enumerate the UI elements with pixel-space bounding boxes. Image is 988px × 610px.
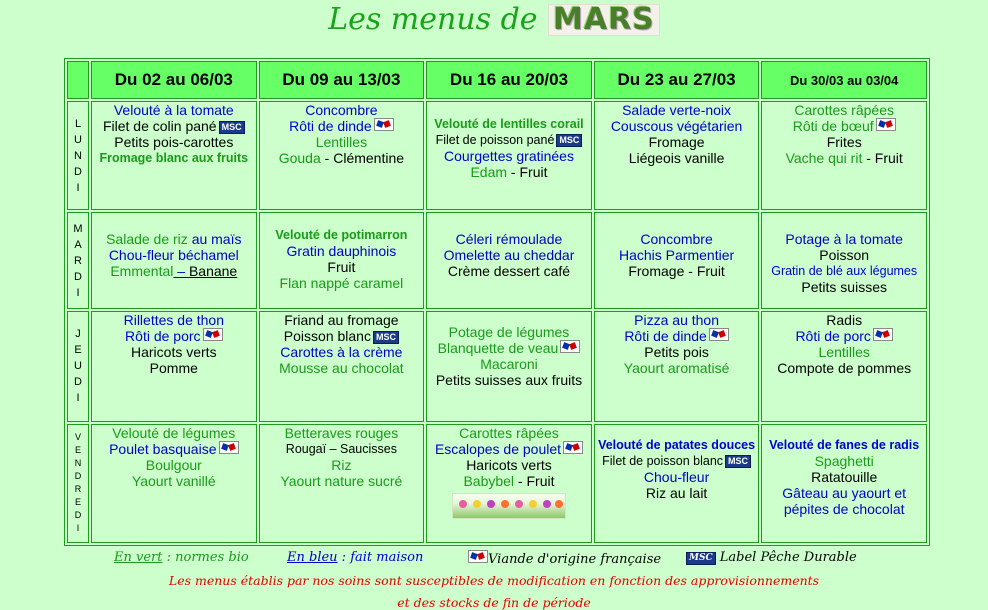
menu-item: Concombre (305, 102, 378, 119)
menu-item: Frites (826, 134, 862, 151)
menu-item: Velouté à la tomate (113, 102, 234, 119)
french-flag-icon (560, 340, 580, 353)
menu-item: Spaghetti (814, 452, 874, 469)
menu-item: Concombre (640, 231, 713, 248)
legend-green-desc: : normes bio (162, 550, 249, 565)
menu-item: Emmental (110, 263, 174, 280)
menu-item: Pizza au thon (634, 312, 719, 329)
menu-item: Chou-fleur (643, 468, 710, 485)
menu-item: Riz (331, 456, 352, 473)
menu-item: Pomme (149, 360, 198, 377)
menu-item: Velouté de fanes de radis (769, 437, 920, 452)
menu-cell (259, 212, 425, 309)
menu-item: au maïs (191, 231, 242, 248)
french-flag-icon (468, 550, 488, 563)
menu-item: Flan nappé caramel (279, 275, 404, 292)
menu-item: Ratatouille (811, 468, 878, 485)
msc-label-icon: MSC (219, 121, 245, 134)
week-header-1: Du 02 au 06/03 (91, 61, 257, 99)
menu-item: Crème dessert café (447, 263, 571, 280)
month-banner-image: MARS (548, 4, 660, 36)
menu-item: Gratin dauphinois (286, 243, 397, 260)
menu-item: Yaourt nature sucré (280, 472, 403, 489)
menu-item: Petits pois (644, 344, 709, 361)
day-label-jeudi: J E U D I (67, 311, 89, 422)
msc-label-icon: MSC (373, 331, 399, 344)
legend-blue-desc: : fait maison (337, 550, 424, 565)
french-flag-icon (219, 441, 239, 454)
menu-item: Fruit (696, 263, 725, 280)
menu-item: Salade de riz (106, 231, 188, 248)
legend (0, 550, 988, 568)
menu-item: Potage de légumes (448, 324, 570, 341)
menu-cell (761, 311, 927, 422)
menu-item: Carottes râpées (459, 424, 559, 441)
menu-item: Poisson (819, 247, 870, 264)
menu-cell: Velouté de lentilles corail Filet de poisson pané MSC Courgettes gratinées Edam - Fruit (426, 101, 592, 210)
menu-item: Fruit (519, 164, 548, 181)
menu-item: Fruit (526, 472, 555, 489)
week-header-3: Du 16 au 20/03 (426, 61, 592, 99)
week-header-4: Du 23 au 27/03 (594, 61, 760, 99)
menu-cell (594, 101, 760, 210)
menu-item: Rôti de porc (795, 328, 871, 345)
day-label-mardi: M A R D I (67, 212, 89, 309)
legend-blue-key: En bleu (287, 550, 338, 565)
note-line-1: Les menus établis par nos soins sont susceptibles de modification en fonction des approvisionnements (168, 573, 820, 588)
menu-item: Gratin de blé aux légumes (771, 264, 918, 279)
menu-item: Gouda (278, 150, 321, 167)
menu-item: Boulgour (145, 456, 202, 473)
menu-item: Rôti de dinde (624, 328, 707, 345)
menu-item: Edam (470, 164, 508, 181)
menu-item: Courgettes gratinées (444, 148, 574, 165)
menu-cell (91, 424, 257, 543)
menu-item: Yaourt aromatisé (623, 360, 730, 377)
page-title (0, 2, 988, 42)
menu-item: Rôti de bœuf (792, 118, 874, 135)
day-label-vendredi: V E N D R E D I (67, 424, 89, 543)
menu-item: Poisson blanc (283, 328, 371, 345)
menu-cell: Concombre Rôti de dinde Lentilles Gouda - Clémentine (259, 101, 425, 210)
menu-item: Betteraves rouges (284, 424, 399, 441)
legend-green-key: En vert (114, 550, 163, 565)
day-label-lundi: L U N D I (67, 101, 89, 210)
menu-item: Velouté de lentilles corail (434, 117, 584, 132)
menu-item: Haricots verts (131, 344, 217, 361)
week-header-5: Du 30/03 au 03/04 (761, 61, 927, 99)
french-flag-icon (709, 328, 729, 341)
menu-item: Rôti de porc (125, 328, 201, 345)
menu-item: Gâteau au yaourt et (782, 484, 907, 501)
menu-item: Clémentine (333, 150, 405, 167)
menu-item: Fromage (648, 134, 705, 151)
menu-cell: Salade de riz au maïs Chou-fleur béchamel Emmental – Banane (91, 212, 257, 309)
menu-cell (761, 212, 927, 309)
menu-item: Hachis Parmentier (619, 247, 735, 264)
note-line-2: et des stocks de fin de période (397, 595, 591, 610)
menu-item: Friand au fromage (284, 312, 399, 329)
menu-item: Radis (826, 312, 863, 329)
day-row-jeudi (67, 311, 927, 422)
menu-item: Omelette au cheddar (443, 247, 575, 264)
menu-table (64, 58, 930, 546)
french-flag-icon (203, 328, 223, 341)
title-text: Les menus de (328, 2, 538, 37)
menu-cell (761, 424, 927, 543)
legend-french-meat (466, 550, 661, 567)
legend-bio (114, 550, 249, 565)
menu-cell (91, 311, 257, 422)
day-row-mardi (67, 212, 927, 309)
menu-item: Petits suisses (801, 279, 887, 296)
menu-item: Poulet basquaise (109, 440, 217, 457)
menu-cell (594, 424, 760, 543)
header-row (67, 61, 927, 99)
menu-item: Chou-fleur béchamel (108, 247, 239, 264)
menu-item: Petits suisses aux fruits (435, 372, 583, 389)
french-flag-icon (873, 328, 893, 341)
msc-label-icon: MSC (556, 134, 582, 147)
menu-item: Vache qui rit (785, 150, 863, 167)
menu-cell: Carottes râpées Escalopes de poulet Haricots verts Babybel - Fruit (426, 424, 592, 543)
menu-item: Blanquette de veau (437, 340, 559, 357)
menu-item: Banane (188, 263, 238, 280)
menu-item: Velouté de patates douces (598, 437, 756, 452)
legend-french-meat-text: Viande d'origine française (488, 552, 662, 567)
menu-cell (426, 212, 592, 309)
menu-item: Fruit (874, 150, 903, 167)
menu-item: Filet de poisson pané (435, 133, 555, 148)
menu-cell (91, 101, 257, 210)
menu-item: Fromage blanc aux fruits (99, 151, 249, 166)
menu-item: Carottes à la crème (280, 344, 403, 361)
menu-cell (259, 311, 425, 422)
menu-item: Fromage (628, 263, 685, 280)
corner-cell (67, 61, 89, 99)
menu-cell (426, 311, 592, 422)
menu-item: Salade verte-noix (622, 102, 732, 119)
menu-item: Rôti de dinde (289, 118, 372, 135)
menu-item: Potage à la tomate (785, 231, 903, 248)
menu-cell (594, 311, 760, 422)
menu-item: Lentilles (818, 344, 870, 361)
menu-item: Velouté de légumes (112, 424, 236, 441)
day-row-vendredi (67, 424, 927, 543)
menu-item: Couscous végétarien (610, 118, 743, 135)
menu-item: Céleri rémoulade (455, 231, 563, 248)
french-flag-icon (374, 118, 394, 131)
menu-item: Lentilles (315, 134, 368, 151)
menu-item: Liégeois vanille (628, 150, 725, 167)
menu-item: Filet de poisson blanc (602, 453, 724, 468)
menu-item: pépites de chocolat (783, 500, 905, 517)
menu-item: Compote de pommes (777, 360, 912, 377)
menu-item: Rillettes de thon (123, 312, 224, 329)
menu-item: Filet de colin pané (102, 118, 217, 135)
menu-item: Velouté de potimarron (275, 228, 408, 243)
menu-item: Yaourt vanillé (131, 472, 216, 489)
menu-item: Fruit (327, 259, 356, 276)
french-flag-icon (563, 441, 583, 454)
menu-cell: Carottes râpées Rôti de bœuf Frites Vache qui rit - Fruit (761, 101, 927, 210)
menu-item: Carottes râpées (794, 102, 894, 119)
menu-item: Macaroni (480, 356, 538, 373)
legend-homemade (287, 550, 423, 565)
menu-item: Babybel (463, 472, 515, 489)
menu-cell (259, 424, 425, 543)
msc-label-icon: MSC (686, 552, 716, 565)
menu-item: Rougaï – Saucisses (285, 441, 397, 456)
menu-item: Riz au lait (645, 484, 708, 501)
menu-cell: Concombre Hachis Parmentier Fromage - Fruit (594, 212, 760, 309)
menu-item: Petits pois-carottes (114, 134, 234, 151)
french-flag-icon (876, 118, 896, 131)
day-row-lundi (67, 101, 927, 210)
flowers-image (452, 493, 566, 519)
legend-msc-text: Label Pêche Durable (719, 550, 857, 565)
legend-msc (684, 550, 857, 565)
menu-item: Escalopes de poulet (434, 440, 562, 457)
menu-item: Mousse au chocolat (279, 360, 404, 377)
msc-label-icon: MSC (725, 455, 751, 468)
menu-item: Haricots verts (466, 456, 552, 473)
week-header-2: Du 09 au 13/03 (259, 61, 425, 99)
